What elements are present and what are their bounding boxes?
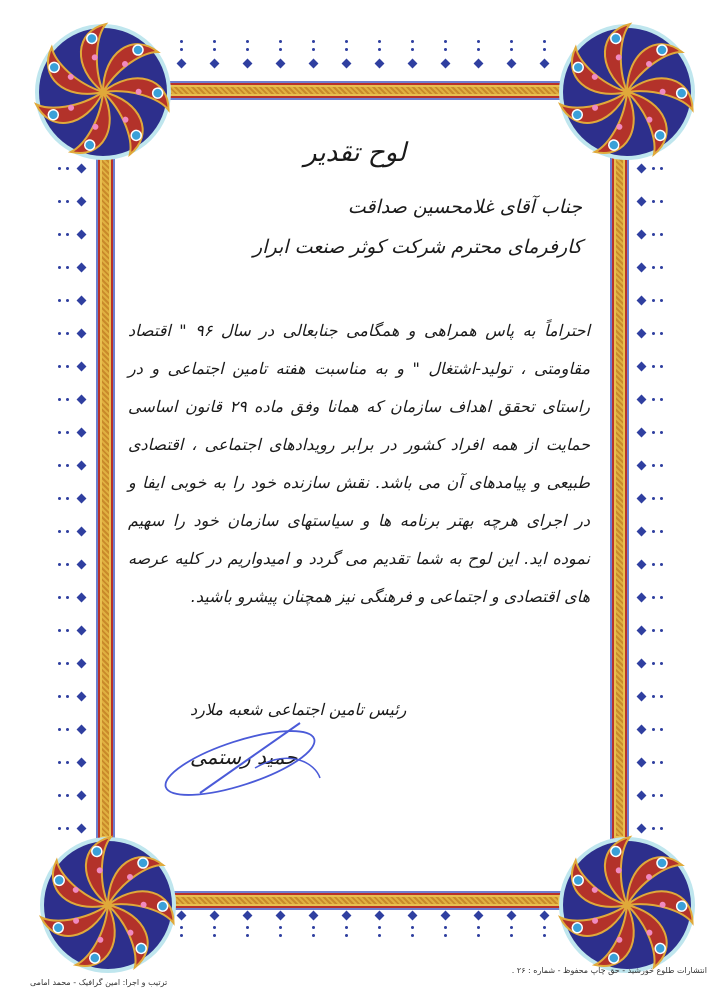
fleuron-ornament-icon	[660, 563, 663, 566]
fleuron-ornament-icon	[660, 431, 663, 434]
fleuron-ornament-icon	[652, 794, 655, 797]
fleuron-ornament-icon	[77, 593, 87, 603]
fleuron-ornament-icon	[375, 59, 385, 69]
fleuron-ornament-icon	[637, 494, 647, 504]
fleuron-ornament-icon	[58, 332, 61, 335]
fleuron-ornament-icon	[637, 263, 647, 273]
fleuron-ornament-icon	[177, 59, 187, 69]
fleuron-ornament-icon	[58, 431, 61, 434]
fleuron-ornament-icon	[660, 266, 663, 269]
fleuron-ornament-icon	[660, 695, 663, 698]
fleuron-ornament-icon	[652, 497, 655, 500]
fleuron-ornament-icon	[378, 40, 381, 43]
fleuron-ornament-icon	[66, 299, 69, 302]
fleuron-ornament-icon	[637, 428, 647, 438]
fleuron-ornament-icon	[660, 332, 663, 335]
fleuron-ornament-icon	[77, 692, 87, 702]
fleuron-ornament-icon	[243, 59, 253, 69]
fleuron-ornament-icon	[77, 263, 87, 273]
fleuron-ornament-icon	[66, 794, 69, 797]
fleuron-ornament-icon	[77, 230, 87, 240]
fleuron-ornament-icon	[474, 59, 484, 69]
fleuron-ornament-icon	[77, 296, 87, 306]
fleuron-ornament-icon	[660, 728, 663, 731]
fleuron-ornament-icon	[276, 59, 286, 69]
fleuron-ornament-icon	[474, 911, 484, 921]
fleuron-ornament-icon	[444, 926, 447, 929]
fleuron-ornament-icon	[660, 794, 663, 797]
rosette-bottom-left	[38, 835, 178, 975]
signatory-title: رئیس تامین اجتماعی شعبه ملارد	[190, 700, 407, 719]
fleuron-ornament-icon	[213, 926, 216, 929]
fleuron-ornament-icon	[637, 329, 647, 339]
fleuron-ornament-icon	[652, 761, 655, 764]
fleuron-ornament-icon	[660, 233, 663, 236]
fleuron-ornament-icon	[543, 48, 546, 51]
fleuron-ornament-icon	[276, 911, 286, 921]
fleuron-ornament-icon	[637, 527, 647, 537]
fleuron-ornament-icon	[660, 827, 663, 830]
fleuron-ornament-icon	[660, 464, 663, 467]
fleuron-ornament-icon	[246, 48, 249, 51]
fleuron-ornament-icon	[444, 40, 447, 43]
fleuron-ornament-icon	[652, 563, 655, 566]
fleuron-ornament-icon	[510, 48, 513, 51]
fleuron-ornament-icon	[213, 934, 216, 937]
fleuron-ornament-icon	[652, 431, 655, 434]
fleuron-ornament-icon	[408, 59, 418, 69]
fleuron-ornament-icon	[660, 365, 663, 368]
fleuron-ornament-icon	[507, 59, 517, 69]
recipient-name: جناب آقای غلامحسین صداقت	[347, 196, 582, 218]
fleuron-ornament-icon	[637, 725, 647, 735]
fleuron-ornament-icon	[66, 695, 69, 698]
fleuron-ornament-icon	[543, 40, 546, 43]
fleuron-ornament-icon	[444, 934, 447, 937]
fleuron-ornament-icon	[312, 934, 315, 937]
fleuron-ornament-icon	[540, 59, 550, 69]
fleuron-ornament-icon	[652, 728, 655, 731]
fleuron-ornament-icon	[58, 794, 61, 797]
fleuron-ornament-icon	[66, 332, 69, 335]
fleuron-ornament-icon	[411, 934, 414, 937]
fleuron-ornament-icon	[637, 692, 647, 702]
fleuron-ornament-icon	[652, 662, 655, 665]
fleuron-ornament-icon	[279, 40, 282, 43]
fleuron-ornament-icon	[543, 934, 546, 937]
fleuron-ornament-icon	[652, 695, 655, 698]
body-line: مناسبت هفته تامین اجتماعی و در راستای تحقق اهداف سازمان که همانا وفق ماده ۲۹ قانون	[128, 359, 591, 416]
fleuron-ornament-icon	[58, 728, 61, 731]
fleuron-ornament-icon	[58, 695, 61, 698]
rosette-bottom-right	[557, 835, 697, 975]
fleuron-ornament-icon	[58, 398, 61, 401]
fleuron-ornament-icon	[246, 934, 249, 937]
fleuron-ornament-icon	[66, 233, 69, 236]
certificate-body	[128, 312, 590, 616]
fleuron-ornament-icon	[66, 563, 69, 566]
fleuron-ornament-icon	[652, 827, 655, 830]
fleuron-ornament-icon	[652, 530, 655, 533]
frame-left-band	[96, 150, 115, 840]
fleuron-ornament-icon	[66, 497, 69, 500]
fleuron-ornament-icon	[213, 48, 216, 51]
fleuron-ornament-icon	[66, 629, 69, 632]
fleuron-ornament-icon	[637, 593, 647, 603]
fleuron-ornament-icon	[660, 497, 663, 500]
fleuron-ornament-icon	[77, 791, 87, 801]
fleuron-ornament-icon	[637, 824, 647, 834]
fleuron-ornament-icon	[345, 48, 348, 51]
fleuron-ornament-icon	[77, 725, 87, 735]
fleuron-ornament-icon	[652, 365, 655, 368]
fleuron-ornament-icon	[77, 626, 87, 636]
fleuron-ornament-icon	[637, 296, 647, 306]
fleuron-ornament-icon	[58, 563, 61, 566]
fleuron-ornament-icon	[660, 629, 663, 632]
fleuron-ornament-icon	[58, 761, 61, 764]
fleuron-ornament-icon	[246, 926, 249, 929]
fleuron-ornament-icon	[66, 530, 69, 533]
fleuron-ornament-icon	[543, 926, 546, 929]
fleuron-ornament-icon	[637, 659, 647, 669]
fleuron-ornament-icon	[77, 197, 87, 207]
fleuron-ornament-icon	[77, 362, 87, 372]
fleuron-ornament-icon	[66, 365, 69, 368]
fleuron-ornament-icon	[342, 911, 352, 921]
fleuron-ornament-icon	[408, 911, 418, 921]
fleuron-ornament-icon	[66, 827, 69, 830]
fleuron-ornament-icon	[477, 48, 480, 51]
fleuron-ornament-icon	[180, 926, 183, 929]
fleuron-ornament-icon	[177, 911, 187, 921]
fleuron-ornament-icon	[345, 40, 348, 43]
fleuron-ornament-icon	[510, 926, 513, 929]
fleuron-ornament-icon	[375, 911, 385, 921]
fleuron-ornament-icon	[66, 464, 69, 467]
fleuron-ornament-icon	[345, 934, 348, 937]
signatory-name: حمید رستمی	[190, 745, 298, 769]
fleuron-ornament-icon	[213, 40, 216, 43]
fleuron-ornament-icon	[180, 40, 183, 43]
fleuron-ornament-icon	[660, 398, 663, 401]
fleuron-ornament-icon	[312, 48, 315, 51]
fleuron-ornament-icon	[180, 48, 183, 51]
fleuron-ornament-icon	[652, 233, 655, 236]
fleuron-ornament-icon	[309, 911, 319, 921]
frame-right-band	[610, 150, 629, 840]
frame-top-band	[165, 81, 565, 100]
fleuron-ornament-icon	[652, 299, 655, 302]
frame-bottom-band	[172, 891, 562, 910]
fleuron-ornament-icon	[652, 266, 655, 269]
fleuron-ornament-icon	[637, 230, 647, 240]
fleuron-ornament-icon	[210, 911, 220, 921]
fleuron-ornament-icon	[58, 266, 61, 269]
fleuron-ornament-icon	[58, 299, 61, 302]
fleuron-ornament-icon	[444, 48, 447, 51]
fleuron-ornament-icon	[637, 362, 647, 372]
footer-design-credit: ترتیب و اجرا: امین گرافیک - محمد امامی	[30, 978, 168, 987]
body-line: می باشد. نقش سازنده خود را به خوبی ایفا و در اجرای هرچه بهتر برنامه ها و سیاستهای سازمان خود را	[128, 473, 590, 530]
fleuron-ornament-icon	[660, 200, 663, 203]
fleuron-ornament-icon	[58, 497, 61, 500]
fleuron-ornament-icon	[652, 332, 655, 335]
fleuron-ornament-icon	[378, 934, 381, 937]
fleuron-ornament-icon	[58, 464, 61, 467]
fleuron-ornament-icon	[345, 926, 348, 929]
fleuron-ornament-icon	[66, 728, 69, 731]
fleuron-ornament-icon	[637, 395, 647, 405]
fleuron-ornament-icon	[477, 926, 480, 929]
fleuron-ornament-icon	[637, 758, 647, 768]
footer-publisher: انتشارات طلوع خورشید - حق چاپ محفوظ - شماره : ۲۶ .	[511, 966, 707, 975]
fleuron-ornament-icon	[652, 398, 655, 401]
fleuron-ornament-icon	[77, 428, 87, 438]
fleuron-ornament-icon	[652, 596, 655, 599]
fleuron-ornament-icon	[411, 40, 414, 43]
fleuron-ornament-icon	[66, 761, 69, 764]
fleuron-ornament-icon	[637, 791, 647, 801]
fleuron-ornament-icon	[510, 934, 513, 937]
fleuron-ornament-icon	[58, 365, 61, 368]
body-line: اساسی حمایت از همه افراد کشور در برابر رویدادهای اجتماعی ، اقتصادی طبیعی و پیامدهای آن	[128, 397, 591, 492]
fleuron-ornament-icon	[660, 662, 663, 665]
fleuron-ornament-icon	[58, 530, 61, 533]
fleuron-ornament-icon	[66, 398, 69, 401]
fleuron-ornament-icon	[477, 934, 480, 937]
fleuron-ornament-icon	[180, 934, 183, 937]
fleuron-ornament-icon	[58, 827, 61, 830]
fleuron-ornament-icon	[342, 59, 352, 69]
fleuron-ornament-icon	[58, 596, 61, 599]
fleuron-ornament-icon	[66, 200, 69, 203]
fleuron-ornament-icon	[66, 266, 69, 269]
fleuron-ornament-icon	[411, 48, 414, 51]
fleuron-ornament-icon	[477, 40, 480, 43]
fleuron-ornament-icon	[660, 530, 663, 533]
fleuron-ornament-icon	[243, 911, 253, 921]
fleuron-ornament-icon	[77, 329, 87, 339]
fleuron-ornament-icon	[77, 824, 87, 834]
body-line: احتراماً به پاس همراهی و همگامی جنابعالی در سال ۹۶ " اقتصاد مقاومتی ، تولید-اشتغال " و به	[128, 321, 591, 378]
body-line: سهیم نموده اید. این لوح به شما تقدیم می گردد و امیدواریم در کلیه عرصه های اقتصادی و اجتماعی	[128, 511, 590, 606]
fleuron-ornament-icon	[309, 59, 319, 69]
fleuron-ornament-icon	[246, 40, 249, 43]
fleuron-ornament-icon	[378, 926, 381, 929]
fleuron-ornament-icon	[441, 911, 451, 921]
fleuron-ornament-icon	[378, 48, 381, 51]
fleuron-ornament-icon	[77, 560, 87, 570]
fleuron-ornament-icon	[637, 560, 647, 570]
fleuron-ornament-icon	[652, 629, 655, 632]
fleuron-ornament-icon	[279, 934, 282, 937]
fleuron-ornament-icon	[441, 59, 451, 69]
fleuron-ornament-icon	[540, 911, 550, 921]
fleuron-ornament-icon	[660, 299, 663, 302]
fleuron-ornament-icon	[507, 911, 517, 921]
recipient-role: کارفرمای محترم شرکت کوثر صنعت ابرار	[253, 236, 582, 258]
certificate-title: لوح تقدیر	[303, 138, 407, 168]
signature-scribble	[160, 708, 340, 798]
body-line: و فرهنگی نیز همچنان پیشرو باشید.	[190, 587, 425, 606]
fleuron-ornament-icon	[652, 200, 655, 203]
fleuron-ornament-icon	[279, 926, 282, 929]
fleuron-ornament-icon	[637, 197, 647, 207]
fleuron-ornament-icon	[210, 59, 220, 69]
fleuron-ornament-icon	[312, 926, 315, 929]
fleuron-ornament-icon	[652, 464, 655, 467]
fleuron-ornament-icon	[279, 48, 282, 51]
fleuron-ornament-icon	[77, 395, 87, 405]
fleuron-ornament-icon	[637, 461, 647, 471]
fleuron-ornament-icon	[58, 200, 61, 203]
fleuron-ornament-icon	[660, 596, 663, 599]
fleuron-ornament-icon	[77, 527, 87, 537]
fleuron-ornament-icon	[660, 761, 663, 764]
fleuron-ornament-icon	[77, 494, 87, 504]
fleuron-ornament-icon	[66, 662, 69, 665]
fleuron-ornament-icon	[637, 626, 647, 636]
fleuron-ornament-icon	[77, 659, 87, 669]
fleuron-ornament-icon	[58, 662, 61, 665]
fleuron-ornament-icon	[58, 233, 61, 236]
fleuron-ornament-icon	[66, 431, 69, 434]
fleuron-ornament-icon	[77, 461, 87, 471]
fleuron-ornament-icon	[312, 40, 315, 43]
fleuron-ornament-icon	[510, 40, 513, 43]
fleuron-ornament-icon	[411, 926, 414, 929]
fleuron-ornament-icon	[58, 629, 61, 632]
fleuron-ornament-icon	[66, 596, 69, 599]
fleuron-ornament-icon	[77, 758, 87, 768]
